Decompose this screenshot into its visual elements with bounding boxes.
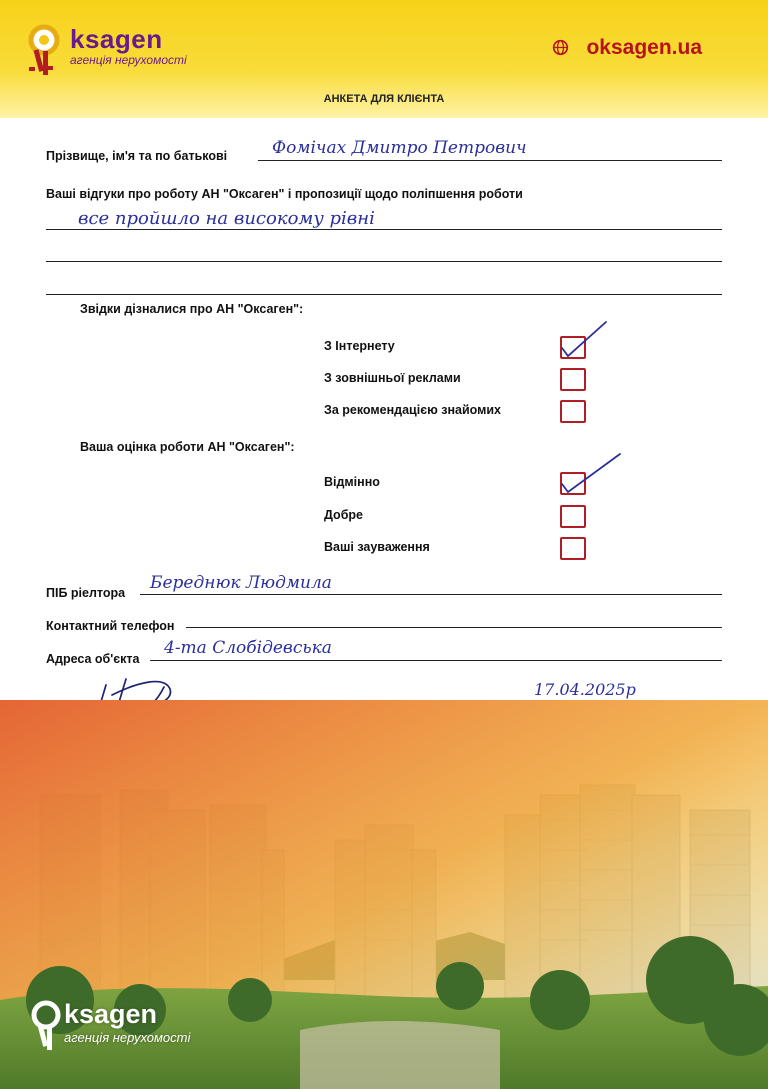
source-label: Звідки дізналися про АН "Оксаген": bbox=[80, 302, 304, 316]
rating-option-excellent-label: Відмінно bbox=[324, 475, 380, 489]
source-option-outdoor-label: З зовнішньої реклами bbox=[324, 371, 461, 385]
checkmark-icon bbox=[556, 450, 626, 498]
footer-brand-logo bbox=[30, 997, 250, 1057]
feedback-line-1 bbox=[46, 229, 722, 230]
realtor-line bbox=[140, 594, 722, 595]
realtor-value[interactable]: Береднюк Людмила bbox=[150, 573, 332, 593]
source-option-referral-label: За рекомендацією знайомих bbox=[324, 403, 502, 417]
rating-option-remarks-checkbox[interactable] bbox=[560, 537, 586, 560]
feedback-label: Ваші відгуки про роботу АН "Оксаген" і пропозиції щодо поліпшення роботи bbox=[46, 187, 523, 201]
key-logo-icon bbox=[26, 22, 74, 82]
feedback-line-3 bbox=[46, 294, 722, 295]
feedback-line-2 bbox=[46, 261, 722, 262]
source-option-referral-checkbox[interactable] bbox=[560, 400, 586, 423]
checkmark-icon bbox=[556, 318, 612, 362]
footer-brand-name: ksagen bbox=[64, 999, 158, 1029]
rating-option-good-label: Добре bbox=[324, 508, 364, 522]
footer-brand-subtitle: агенція нерухомості bbox=[64, 1030, 191, 1045]
date-value[interactable]: 17.04.2025р bbox=[534, 680, 636, 699]
rating-option-remarks-label: Ваші зауваження bbox=[324, 540, 430, 554]
realtor-label: ПІБ ріелтора bbox=[46, 586, 126, 600]
rating-label: Ваша оцінка роботи АН "Оксаген": bbox=[80, 440, 295, 454]
address-value[interactable]: 4-та Слобідевська bbox=[164, 638, 332, 658]
website-link[interactable]: oksagen.ua bbox=[586, 36, 702, 59]
name-value[interactable]: Фомічах Дмитро Петрович bbox=[272, 138, 527, 158]
brand-logo bbox=[26, 22, 226, 82]
address-line bbox=[150, 660, 722, 661]
rating-option-good-checkbox[interactable] bbox=[560, 505, 586, 528]
name-label: Прізвище, ім'я та по батькові bbox=[46, 149, 228, 163]
source-option-internet-label: З Інтернету bbox=[324, 339, 395, 353]
brand-name: ksagen bbox=[70, 24, 163, 54]
form-title: АНКЕТА ДЛЯ КЛІЄНТА bbox=[323, 93, 445, 105]
address-label: Адреса об'єкта bbox=[46, 652, 140, 666]
source-option-outdoor-checkbox[interactable] bbox=[560, 368, 586, 391]
phone-line bbox=[186, 627, 722, 628]
brand-subtitle: агенція нерухомості bbox=[70, 53, 187, 67]
phone-label: Контактний телефон bbox=[46, 619, 175, 633]
name-line bbox=[258, 160, 722, 161]
feedback-value[interactable]: все пройшло на високому рівні bbox=[78, 208, 375, 229]
globe-icon bbox=[552, 39, 569, 56]
